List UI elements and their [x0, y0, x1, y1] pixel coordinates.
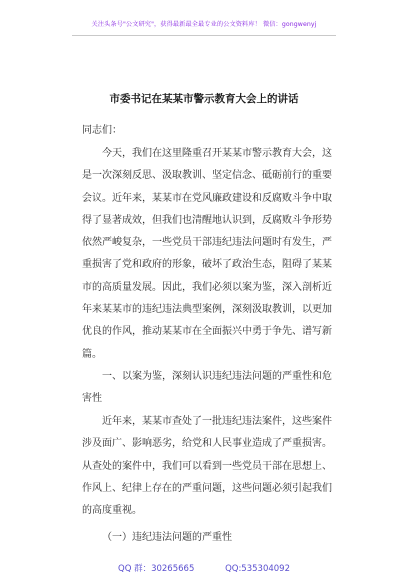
header-divider [72, 35, 336, 36]
paragraph-cases: 近年来，某某市查处了一批违纪违法案件，这些案件涉及面广、影响恶劣，给党和人民事业造成了严重损害。从查处的案件中，我们可以看到一些党员干部在思想上、作风上、纪律上存在的严重问题，这些问题必须引起我们的高度重视。 [82, 416, 332, 517]
header-banner: 关注头条号"公文研究"，获得最新最全最专业的公文资料库！ 微信：gongwenyj [91, 21, 317, 28]
footer-qq: QQ:535304092 [225, 564, 290, 574]
document-title: 市委书记在某某市警示教育大会上的讲话 [109, 93, 299, 105]
footer-qq-group: QQ 群：30265665 [118, 564, 195, 574]
paragraph-intro: 今天，我们在这里隆重召开某某市警示教育大会，这是一次深刻反思、汲取教训、坚定信念、砥砺前行的重要会议。近年来，某某市在党风廉政建设和反腐败斗争中取得了显著成效，但我们也清醒地认识到，反腐败斗争形势依然严峻复杂，一些党员干部违纪违法问题时有发生，严重损害了党和政府的形象，破坏了政治生态，阻碍了某某市的高质量发展。因此，我们必须以案为鉴，深入剖析近年来某某市的违纪违法典型案例，深刻汲取教训，以更加优良的作风，推动某某市在全面振兴中勇于争先、谱写新篇。 [82, 148, 332, 360]
footer-contact [0, 562, 408, 574]
section-heading-1: 一、以案为鉴，深刻认识违纪违法问题的严重性和危害性 [82, 371, 332, 405]
greeting: 同志们： [82, 125, 122, 136]
subsection-heading-1: （一）违纪违法问题的严重性 [102, 532, 232, 543]
